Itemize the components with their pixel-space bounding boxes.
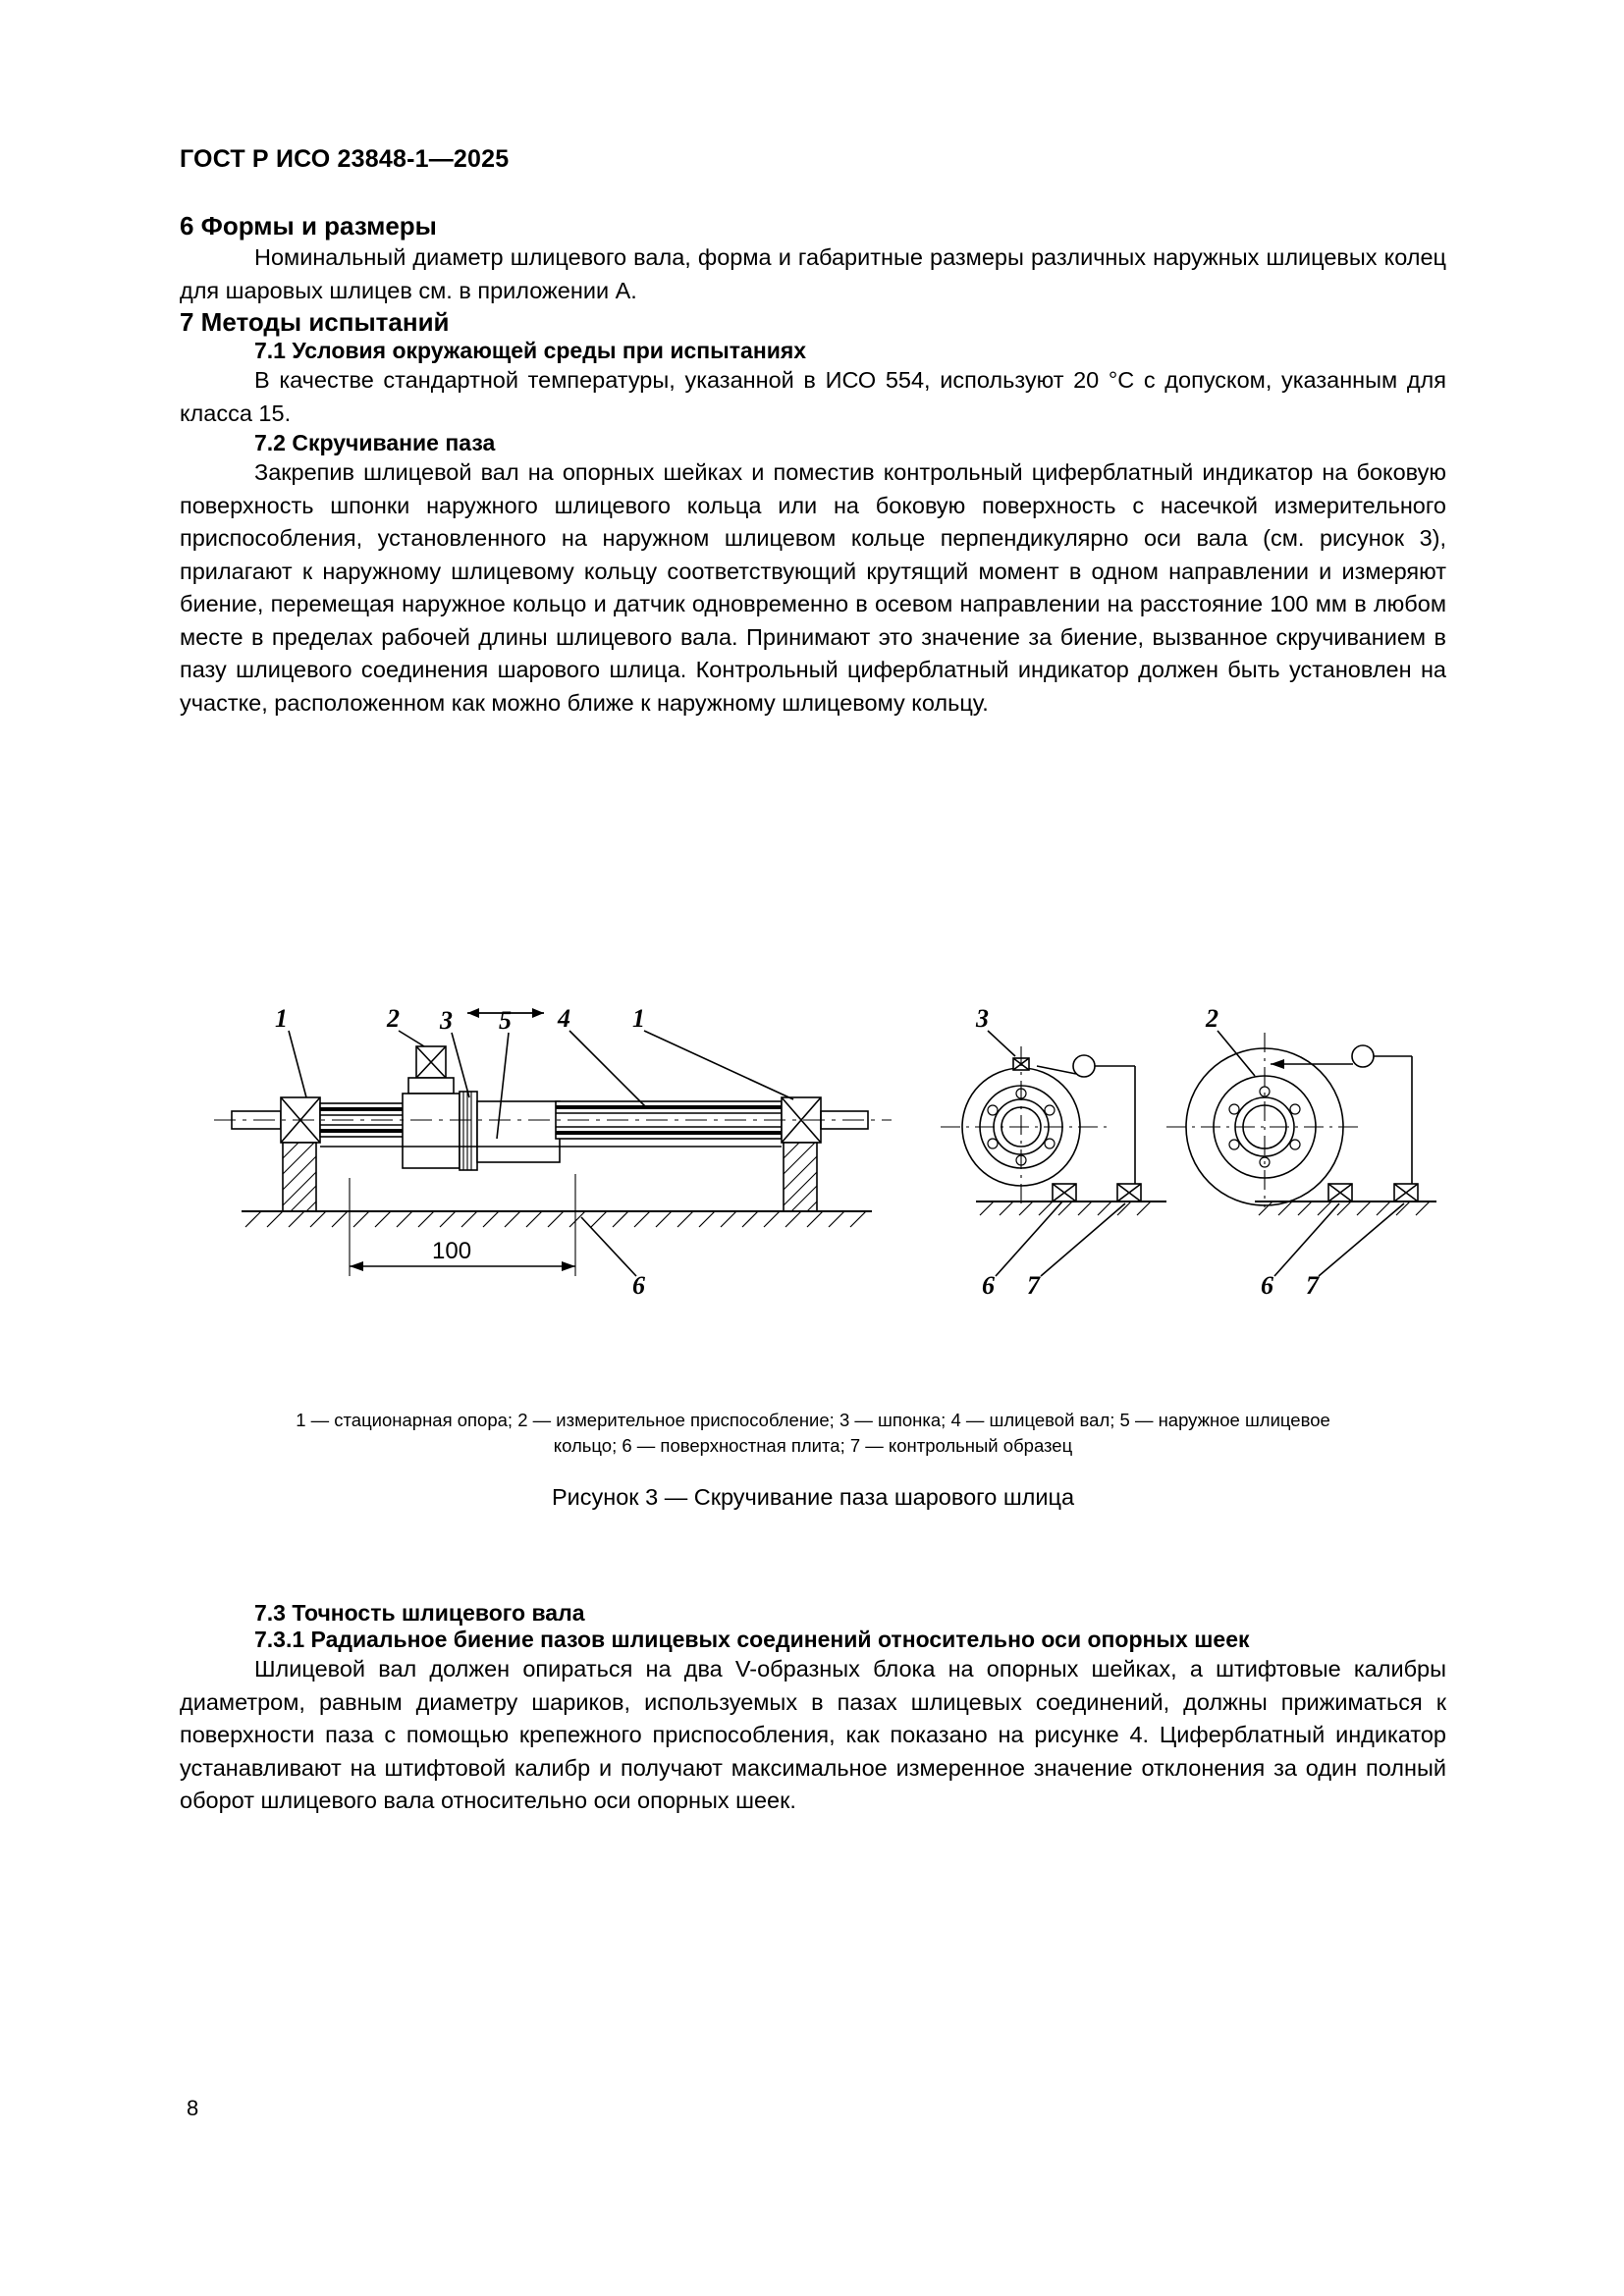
heading-section-7-3-1: 7.3.1 Радиальное биение пазов шлицевых соединений относительно оси опорных шеек [254, 1627, 1250, 1652]
figure-3 [180, 982, 1446, 1511]
figure-callout-3b: 3 [976, 1004, 989, 1033]
document-body [180, 211, 1446, 720]
figure-3-drawing [185, 982, 1441, 1394]
figure-callout-4: 4 [558, 1004, 570, 1033]
figure-callout-6a: 6 [632, 1271, 645, 1300]
figure-callout-2b: 2 [1206, 1004, 1218, 1033]
figure-callout-6b: 6 [982, 1271, 995, 1300]
figure-callout-2a: 2 [387, 1004, 400, 1033]
figure-dimension-label: 100 [432, 1238, 472, 1264]
figure-callout-7a: 7 [1027, 1271, 1040, 1300]
heading-section-7-3: 7.3 Точность шлицевого вала [254, 1600, 585, 1626]
figure-callout-7b: 7 [1306, 1271, 1319, 1300]
paragraph-7-2-1: Закрепив шлицевой вал на опорных шейках и поместив контрольный циферблатный индикатор на боковую поверхность шпонки наружного шлицевого кольца или на боковую поверхность с насечкой измерительного приспособления, установленного на наружном шлицевом кольце перпендикулярно оси вала (см. рисунок 3), прилагают к наружному шлицевому кольцу соответствующий крутящий момент в одном направлении и измеряют биение, перемещая наружное кольцо и датчик одновременно в осевом направлении на расстояние 100 мм в любом месте в пределах рабочей длины шлицевого вала. Принимают это значение за биение, вызванное скручиванием в пазу шлицевого соединения шарового шлица. Контрольный циферблатный индикатор должен быть установлен на участке, расположенном как можно ближе к наружному шлицевому кольцу. [180, 459, 1446, 716]
page-number: 8 [187, 2096, 199, 2120]
figure-callout-3a: 3 [440, 1006, 453, 1035]
paragraph-7-1-1: В качестве стандартной температуры, указанной в ИСО 554, используют 20 °С с допуском, указанным для класса 15. [180, 367, 1446, 426]
paragraph-6-1: Номинальный диаметр шлицевого вала, форма и габаритные размеры различных наружных шлицевых колец для шаровых шлицев см. в приложении А. [180, 244, 1446, 303]
heading-section-7: 7 Методы испытаний [180, 307, 450, 337]
heading-section-6: 6 Формы и размеры [180, 211, 437, 240]
figure-legend-line-1: 1 — стационарная опора; 2 — измерительное приспособление; 3 — шпонка; 4 — шлицевой вал; 5 — наружное шлицевое [296, 1410, 1330, 1430]
figure-caption: Рисунок 3 — Скручивание паза шарового шлица [551, 1484, 1075, 1510]
figure-legend-line-2: кольцо; 6 — поверхностная плита; 7 — контрольный образец [553, 1435, 1073, 1456]
document-body-continued [180, 1600, 1446, 1818]
page-header: ГОСТ Р ИСО 23848-1—2025 [180, 145, 510, 173]
figure-callout-5: 5 [499, 1006, 512, 1035]
figure-callout-6c: 6 [1261, 1271, 1273, 1300]
figure-legend [180, 1408, 1446, 1459]
figure-callout-1b: 1 [632, 1004, 645, 1033]
heading-section-7-1: 7.1 Условия окружающей среды при испытаниях [254, 338, 807, 363]
figure-callout-1a: 1 [275, 1004, 288, 1033]
paragraph-7-3-1-1: Шлицевой вал должен опираться на два V-образных блока на опорных шейках, а штифтовые калибры диаметром, равным диаметру шариков, используемых в пазах шлицевых соединений, должны прижиматься к поверхности паза с помощью крепежного приспособления, как показано на рисунке 4. Циферблатный индикатор устанавливают на штифтовой калибр и получают максимальное измеренное значение отклонения за один полный оборот шлицевого вала относительно оси опорных шеек. [180, 1656, 1446, 1813]
heading-section-7-2: 7.2 Скручивание паза [254, 430, 496, 455]
